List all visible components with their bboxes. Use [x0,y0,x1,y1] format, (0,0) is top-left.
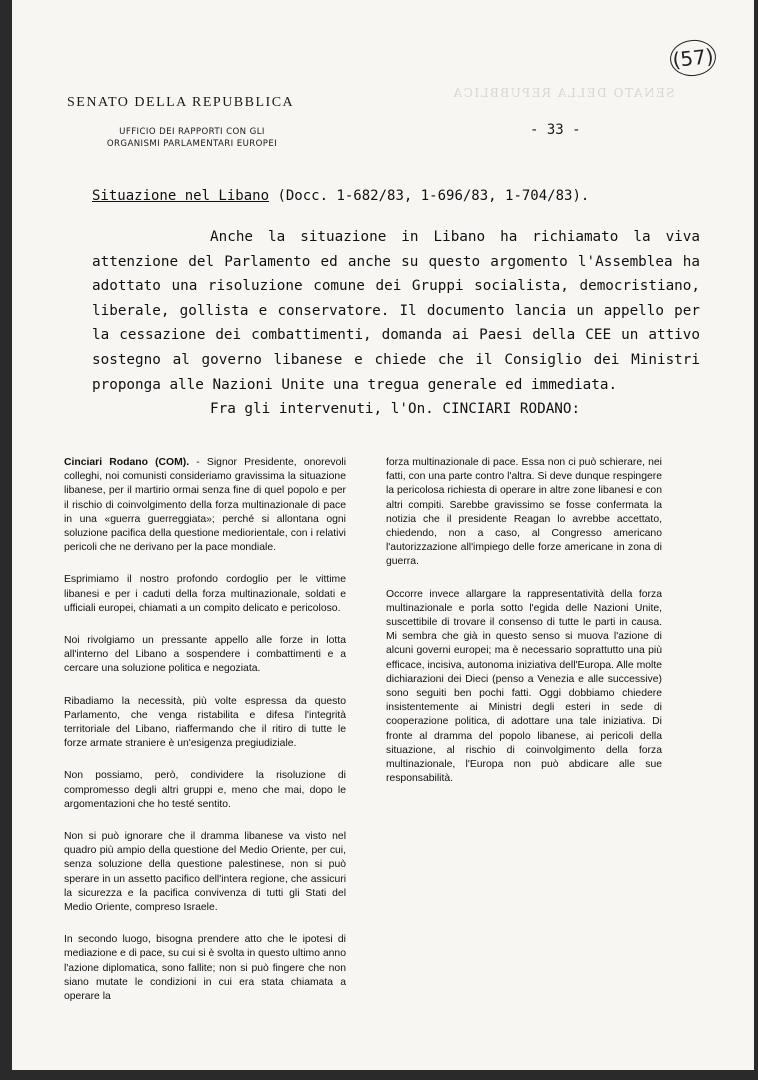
speech-paragraph: Ribadiamo la necessità, più volte espressa da questo Parlamento, che venga ristabilita e difesa l'integrità territoriale del Libano, riaffermando che il ritiro di tutte le forze armate straniere è un'esigenza pregiudiziale. [64,695,346,750]
header-office-line1: UFFICIO DEI RAPPORTI CON GLI [119,127,265,137]
header-office [82,126,302,150]
handwritten-page-label: (57) [668,38,718,79]
speech-paragraph: Occorre invece allargare la rappresentatività della forza multinazionale e porla sotto l'egida delle Nazioni Unite, suscettibile di trovare il consenso di tutte le parti in causa. Mi sembra che già in questo senso si muova l'azione di alcuni governi europei; ma è necessario soprattutto una più efficace, incisiva, autonoma iniziativa dell'Europa. Alle molte dichiarazioni dei Dieci (penso a Venezia e alle successive) sono seguiti ben pochi fatti. Oggi dobbiamo chiedere insistentemente ai Ministri degli esteri in sede di cooperazione politica, di adottare una tale iniziativa. Di fronte al dramma del popolo libanese, ai pericoli della situazione, al rischio di coinvolgimento della forza multinazionale, l'Europa non può abdicare alle sue responsabilità. [386,588,662,785]
page-number: - 33 - [530,122,581,138]
document-page [12,0,754,1070]
speech-paragraph: In secondo luogo, bisogna prendere atto che le ipotesi di mediazione e di pace, su cui si è svolta in questo ultimo anno l'azione diplomatica, sono fallite; non si può fingere che non siano mutate le condizioni in cui era stata chiamata a operare la [64,934,346,1003]
intro-section [92,225,700,422]
header-institution: SENATO DELLA REPUBBLICA [67,95,295,110]
speech-paragraph: Non possiamo, però, condividere la risoluzione di compromesso degli altri gruppi e, meno che mai, dopo le argomentazioni che ho testé sentito. [64,770,346,810]
speech-left-column [64,456,346,1022]
speech-paragraph: Cinciari Rodano (COM). - Signor Presidente, onorevoli colleghi, noi comunisti consideriamo gravissima la situazione libanese, per il martirio ormai senza fine di quel popolo e per il rischio di coinvolgimento della forza multinazionale di pace in una «guerra guerreggiata»; perché si allontana ogni soluzione pacifica della questione mediorientale, con i relativi pericoli che ne derivano per la pace mondiale. [64,457,347,554]
section-title [92,188,589,204]
speaker-name: Cinciari Rodano (COM). [64,457,190,468]
header-office-line2: ORGANISMI PARLAMENTARI EUROPEI [106,139,278,149]
speech-paragraph: Noi rivolgiamo un pressante appello alle forze in lotta all'interno del Libano a sospendere i combattimenti e a cercare una soluzione politica e negoziata. [64,635,346,675]
speech-paragraph: Non si può ignorare che il dramma libanese va visto nel quadro più ampio della questione del Medio Oriente, per cui, senza soluzione della questione palestinese, non si può sperare in un assetto pacifico dell'intera regione, che assicuri la sicurezza e la pacifica convivenza di tutti gli Stati del Medio Oriente, compreso Israele. [64,831,346,914]
intro-paragraph: Anche la situazione in Libano ha richiamato la viva attenzione del Parlamento ed anche su questo argomento l'Assemblea ha adottato una risoluzione comune dei Gruppi socialista, democristiano, liberale, gollista e conservatore. Il documento lancia un appello per la cessazione dei combattimenti, domanda ai Paesi della CEE un attivo sostegno al governo libanese e chiede che il Consiglio dei Ministri proponga alle Nazioni Unite una tregua generale ed immediata. [92,229,700,393]
section-title-refs: (Docc. 1-682/83, 1-696/83, 1-704/83). [269,188,590,204]
speech-right-column [386,456,662,804]
speech-paragraph: forza multinazionale di pace. Essa non ci può schierare, nei fatti, con una parte contro l'altra. Si deve dunque respingere la pericolosa richiesta di operare in altre zone libanesi e con altri compiti. Sarebbe gravissimo se fosse confermata la notizia che il presidente Reagan lo avrebbe accettato, chiedendo, non a caso, al Congresso americano l'autorizzazione all'impiego delle forze americane in zona di guerra. [386,457,662,568]
intro-lead: Fra gli intervenuti, l'On. CINCIARI RODANO: [210,401,581,418]
section-title-text: Situazione nel Libano [92,188,270,204]
speech-paragraph: Esprimiamo il nostro profondo cordoglio per le vittime libanesi e per i caduti della forza multinazionale, soldati e ufficiali europei, chiamati a un compito delicato e pericoloso. [64,574,346,614]
bleed-through-header: SENATO DELLA REPUBBLICA [452,86,675,100]
